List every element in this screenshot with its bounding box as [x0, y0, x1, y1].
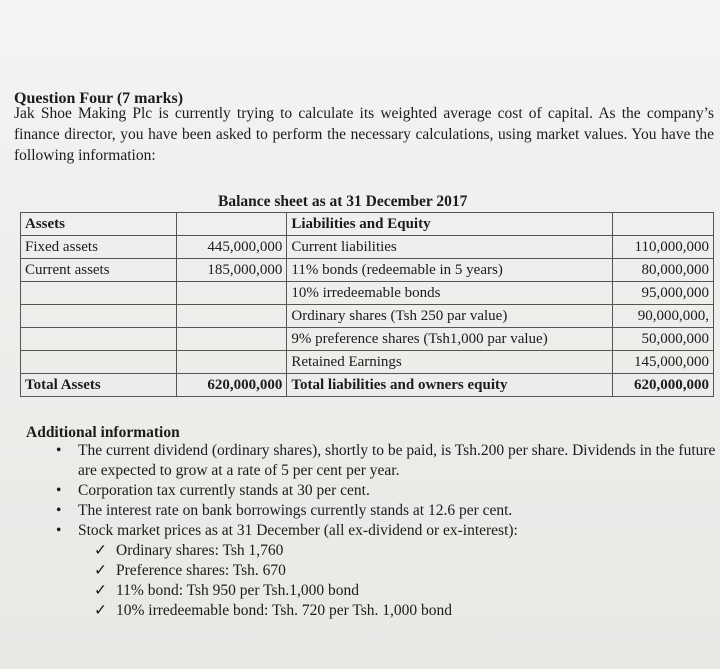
asset-label [21, 305, 177, 328]
liability-value: 50,000,000 [613, 328, 714, 351]
asset-label: Fixed assets [21, 236, 177, 259]
table-row [21, 305, 714, 328]
list-item-text: Corporation tax currently stands at 30 per cent. [78, 482, 370, 499]
table-cell [176, 213, 287, 236]
liability-label: Ordinary shares (Tsh 250 par value) [287, 305, 613, 328]
table-row [21, 282, 714, 305]
liability-value: 80,000,000 [613, 259, 714, 282]
liability-value: 110,000,000 [613, 236, 714, 259]
liability-value: 90,000,000, [613, 305, 714, 328]
total-assets-value: 620,000,000 [176, 374, 287, 397]
table-row [21, 259, 714, 282]
table-row [21, 328, 714, 351]
liability-label: Retained Earnings [287, 351, 613, 374]
bullet-icon: • [56, 522, 62, 539]
liability-value: 95,000,000 [613, 282, 714, 305]
table-row [21, 351, 714, 374]
asset-label [21, 328, 177, 351]
asset-value: 185,000,000 [176, 259, 287, 282]
liability-label: 10% irredeemable bonds [287, 282, 613, 305]
balance-sheet-title: Balance sheet as at 31 December 2017 [218, 193, 468, 210]
list-item-text: 11% bond: Tsh 950 per Tsh.1,000 bond [116, 582, 359, 599]
stock-prices-list [78, 541, 716, 621]
list-item-text: 10% irredeemable bond: Tsh. 720 per Tsh. 1,000 bond [116, 602, 453, 619]
list-item [56, 441, 716, 481]
liability-label: Current liabilities [287, 236, 613, 259]
table-cell [613, 213, 714, 236]
liability-label: 9% preference shares (Tsh1,000 par value) [287, 328, 613, 351]
checkmark-icon: ✓ [94, 582, 107, 599]
asset-value [176, 328, 287, 351]
table-header-row [21, 213, 714, 236]
list-item [56, 501, 716, 521]
list-item [94, 601, 716, 621]
asset-label: Current assets [21, 259, 177, 282]
list-item [94, 561, 716, 581]
list-item [94, 541, 716, 561]
bullet-icon: • [56, 442, 62, 459]
list-item-text: The interest rate on bank borrowings currently stands at 12.6 per cent. [78, 502, 513, 519]
question-intro: Jak Shoe Making Plc is currently trying to calculate its weighted average cost of capital. As the company’s finance director, you have been asked to perform the necessary calculations, using market values. You have the following information: [14, 105, 714, 164]
list-item [56, 481, 716, 501]
asset-value [176, 305, 287, 328]
list-item-text: The current dividend (ordinary shares), shortly to be paid, is Tsh.200 per share. Dividends in the future are expected to grow at a rate of 5 per cent per year. [78, 442, 716, 479]
total-liabilities-value: 620,000,000 [613, 374, 714, 397]
balance-sheet-table [20, 212, 714, 397]
question-title: Question Four (7 marks) [14, 90, 184, 107]
total-assets-label: Total Assets [21, 374, 177, 397]
asset-label [21, 351, 177, 374]
liability-value: 145,000,000 [613, 351, 714, 374]
list-item-text: Preference shares: Tsh. 670 [116, 562, 286, 579]
liabilities-header: Liabilities and Equity [287, 213, 613, 236]
assets-header: Assets [21, 213, 177, 236]
asset-value [176, 282, 287, 305]
list-item-text: Stock market prices as at 31 December (all ex-dividend or ex-interest): [78, 522, 518, 539]
additional-info-title: Additional information [26, 424, 180, 441]
checkmark-icon: ✓ [94, 542, 107, 559]
checkmark-icon: ✓ [94, 602, 107, 619]
total-liabilities-label: Total liabilities and owners equity [287, 374, 613, 397]
checkmark-icon: ✓ [94, 562, 107, 579]
additional-info-list [56, 441, 716, 621]
list-item-text: Ordinary shares: Tsh 1,760 [116, 542, 284, 559]
list-item [94, 581, 716, 601]
table-row [21, 236, 714, 259]
table-total-row [21, 374, 714, 397]
asset-value: 445,000,000 [176, 236, 287, 259]
asset-label [21, 282, 177, 305]
liability-label: 11% bonds (redeemable in 5 years) [287, 259, 613, 282]
bullet-icon: • [56, 482, 62, 499]
asset-value [176, 351, 287, 374]
list-item [56, 521, 716, 621]
bullet-icon: • [56, 502, 62, 519]
